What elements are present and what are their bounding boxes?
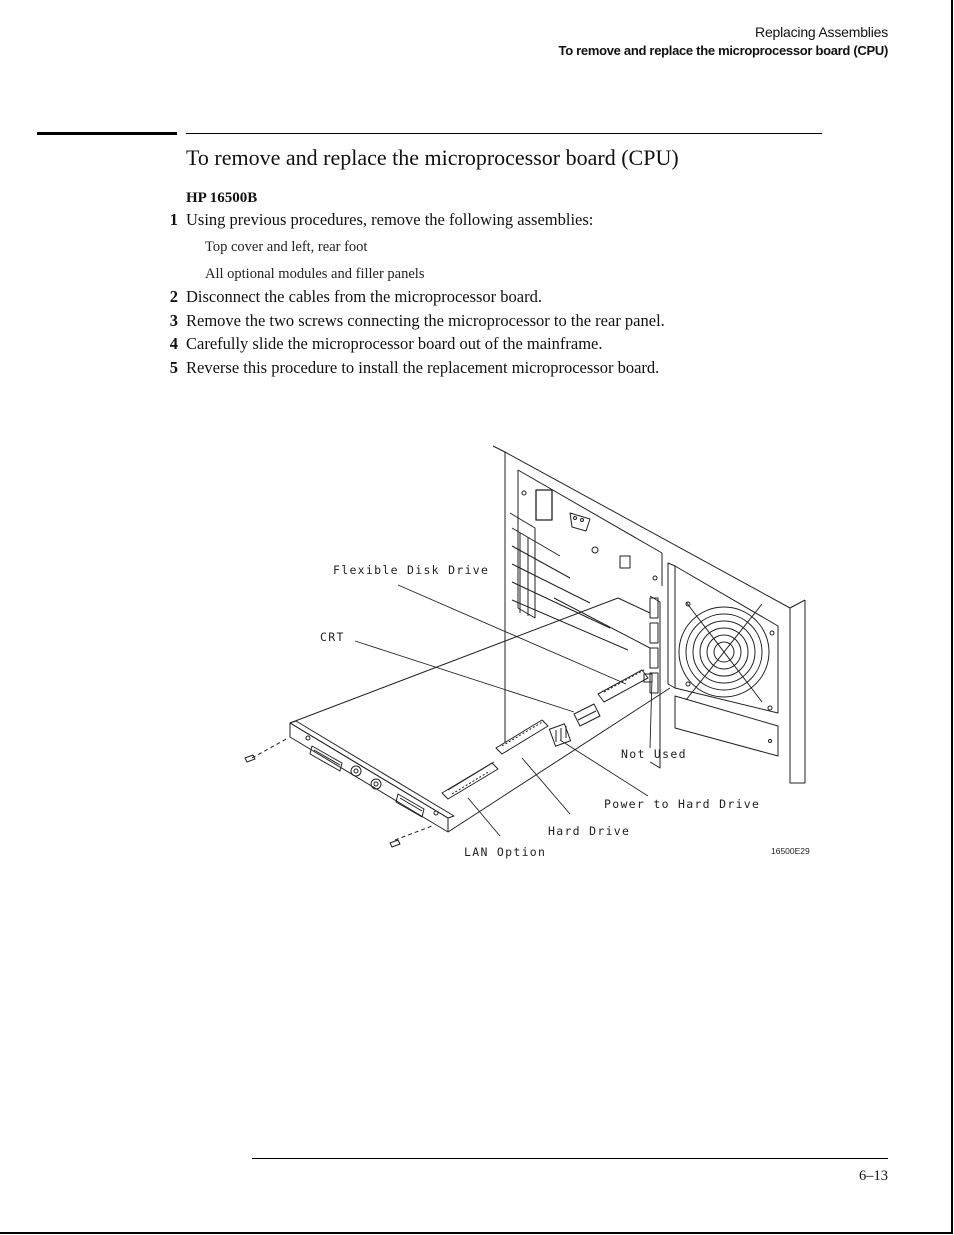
screws [245,738,432,847]
mainframe-chassis [493,446,805,783]
step-number: 3 [169,311,178,330]
step-number: 5 [169,358,178,377]
page-frame-bottom [0,1232,953,1234]
step-text: Reverse this procedure to install the replacement microprocessor board. [186,358,660,377]
footer-rule [252,1158,888,1159]
step-4 [169,334,603,354]
callout-hard-drive: Hard Drive [548,824,631,838]
figure-id: 16500E29 [771,846,810,856]
cpu-board-figure [230,438,830,868]
step-1 [169,210,594,230]
step-number: 4 [169,334,178,353]
model-label: HP 16500B [186,190,258,206]
step-text: Remove the two screws connecting the microprocessor to the rear panel. [186,311,665,330]
step-number: 2 [169,287,178,306]
callout-flexible-disk-drive: Flexible Disk Drive [333,563,490,577]
step-number: 1 [169,210,178,229]
page-frame-right [951,0,953,1234]
heading-rule-thick [37,132,177,135]
step-2 [169,287,542,307]
substep-2: All optional modules and filler panels [205,266,425,282]
step-5 [169,358,660,378]
step-text: Carefully slide the microprocessor board out of the mainframe. [186,334,603,353]
callout-lan-option: LAN Option [464,845,547,859]
section-heading: To remove and replace the microprocessor board (CPU) [186,145,679,170]
heading-rule-thin [186,133,822,134]
step-3 [169,311,665,331]
callout-crt: CRT [320,630,345,644]
step-text: Using previous procedures, remove the following assemblies: [186,210,594,229]
page-number: 6–13 [859,1168,888,1184]
callout-not-used: Not Used [621,747,687,761]
running-header-section: Replacing Assemblies [755,24,888,40]
step-text: Disconnect the cables from the microprocessor board. [186,287,542,306]
running-header-title: To remove and replace the microprocessor board (CPU) [558,43,888,58]
callout-power-to-hard-drive: Power to Hard Drive [604,797,761,811]
substep-1: Top cover and left, rear foot [205,239,368,255]
